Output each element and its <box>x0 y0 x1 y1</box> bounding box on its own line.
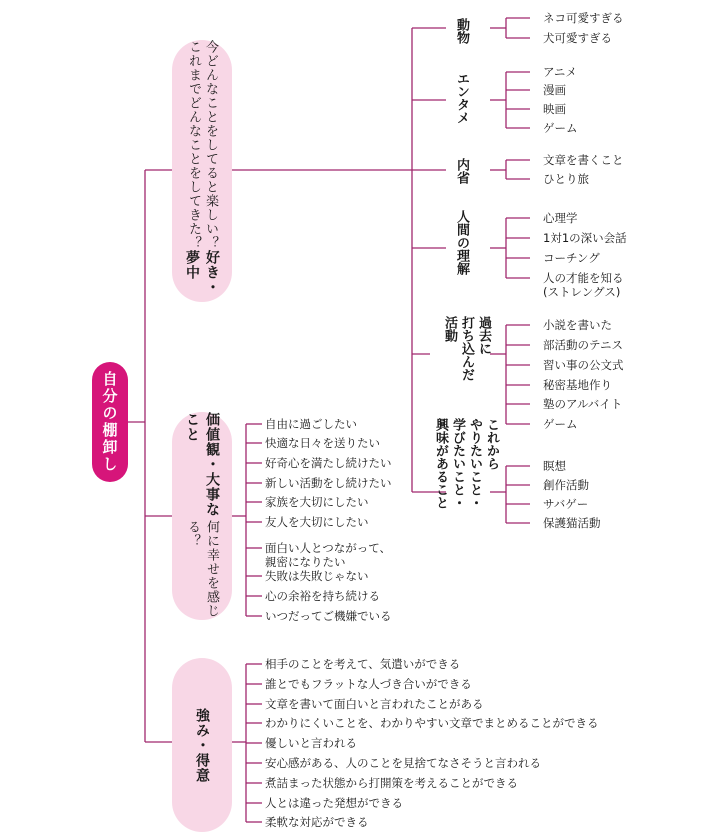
value-item: いつだってご機嫌でいる <box>265 609 392 623</box>
strength-item: 柔軟な対応ができる <box>265 815 369 829</box>
category-likes-title: 好き・夢中 <box>184 250 220 295</box>
leaf-item: コーチング <box>543 251 600 265</box>
leaf-item: 漫画 <box>543 83 566 97</box>
leaf-item: 心理学 <box>543 211 578 225</box>
leaf-item: 瞑想 <box>543 459 566 473</box>
leaf-item: ひとり旅 <box>543 172 589 186</box>
leaf-item: サバゲー <box>543 497 589 511</box>
group-label: エンタメ <box>454 72 469 124</box>
strength-item: わかりにくいことを、わかりやすい文章でまとめることができる <box>265 716 599 730</box>
value-item: 快適な日々を送りたい <box>265 436 380 450</box>
strength-item: 安心感がある、人のことを見捨てなさそうと言われる <box>265 756 541 770</box>
strength-item: 誰とでもフラットな人づき合いができる <box>265 677 472 691</box>
leaf-item: ネコ可愛すぎる <box>543 11 624 25</box>
leaf-item: 文章を書くこと <box>543 153 624 167</box>
strength-item: 文章を書いて面白いと言われたことがある <box>265 697 484 711</box>
category-strengths <box>172 658 232 832</box>
value-item: 面白い人とつながって、 親密になりたい <box>265 541 392 569</box>
category-values-title: 価値観・大事なこと <box>184 412 220 517</box>
value-item: 自由に過ごしたい <box>265 417 357 431</box>
leaf-item: 秘密基地作り <box>543 378 612 392</box>
strength-item: 優しいと言われる <box>265 736 357 750</box>
leaf-item: 犬可愛すぎる <box>543 31 612 45</box>
value-item: 新しい活動をし続けたい <box>265 476 392 490</box>
value-item: 友人を大切にしたい <box>265 515 369 529</box>
strength-item: 人とは違った発想ができる <box>265 796 403 810</box>
leaf-item: ゲーム <box>543 417 578 431</box>
strength-item: 相手のことを考えて、気遣いができる <box>265 657 461 671</box>
leaf-item: 保護猫活動 <box>543 516 601 530</box>
group-label: 動物 <box>454 18 469 44</box>
leaf-item: 習い事の公文式 <box>543 358 624 372</box>
leaf-item: 1対1の深い会話 <box>543 231 627 245</box>
value-item: 家族を大切にしたい <box>265 495 369 509</box>
group-label: 人間の理解 <box>454 210 469 275</box>
category-values-subtitle: 何に幸せを感じる？ <box>185 519 219 618</box>
group-label: これから やりたいこと・ 学びたいこと・ 興味があること <box>433 418 499 509</box>
leaf-item: アニメ <box>543 65 577 79</box>
leaf-item: 小説を書いた <box>543 318 612 332</box>
group-label: 過去に 打ち込んだ 活動 <box>442 316 491 381</box>
leaf-item: 人の才能を知る (ストレングス) <box>543 271 624 299</box>
value-item: 心の余裕を持ち続ける <box>265 589 380 603</box>
leaf-item: 塾のアルバイト <box>543 397 623 411</box>
value-item: 失敗は失敗じゃない <box>265 569 369 583</box>
category-likes-subtitle: 今どんなことをしてると楽しい？ これまでどんなことをしてきた？ <box>186 40 218 250</box>
category-likes <box>172 40 232 302</box>
group-label: 内省 <box>454 158 469 184</box>
strength-item: 煮詰まった状態から打開策を考えることができる <box>265 776 518 790</box>
leaf-item: 部活動のテニス <box>543 338 624 352</box>
value-item: 好奇心を満たし続けたい <box>265 456 392 470</box>
category-values <box>172 412 232 620</box>
leaf-item: ゲーム <box>543 121 578 135</box>
leaf-item: 創作活動 <box>543 478 589 492</box>
root-node: 自分の棚卸し <box>92 362 128 482</box>
category-strengths-title: 強み・得意 <box>194 707 210 783</box>
leaf-item: 映画 <box>543 102 566 116</box>
